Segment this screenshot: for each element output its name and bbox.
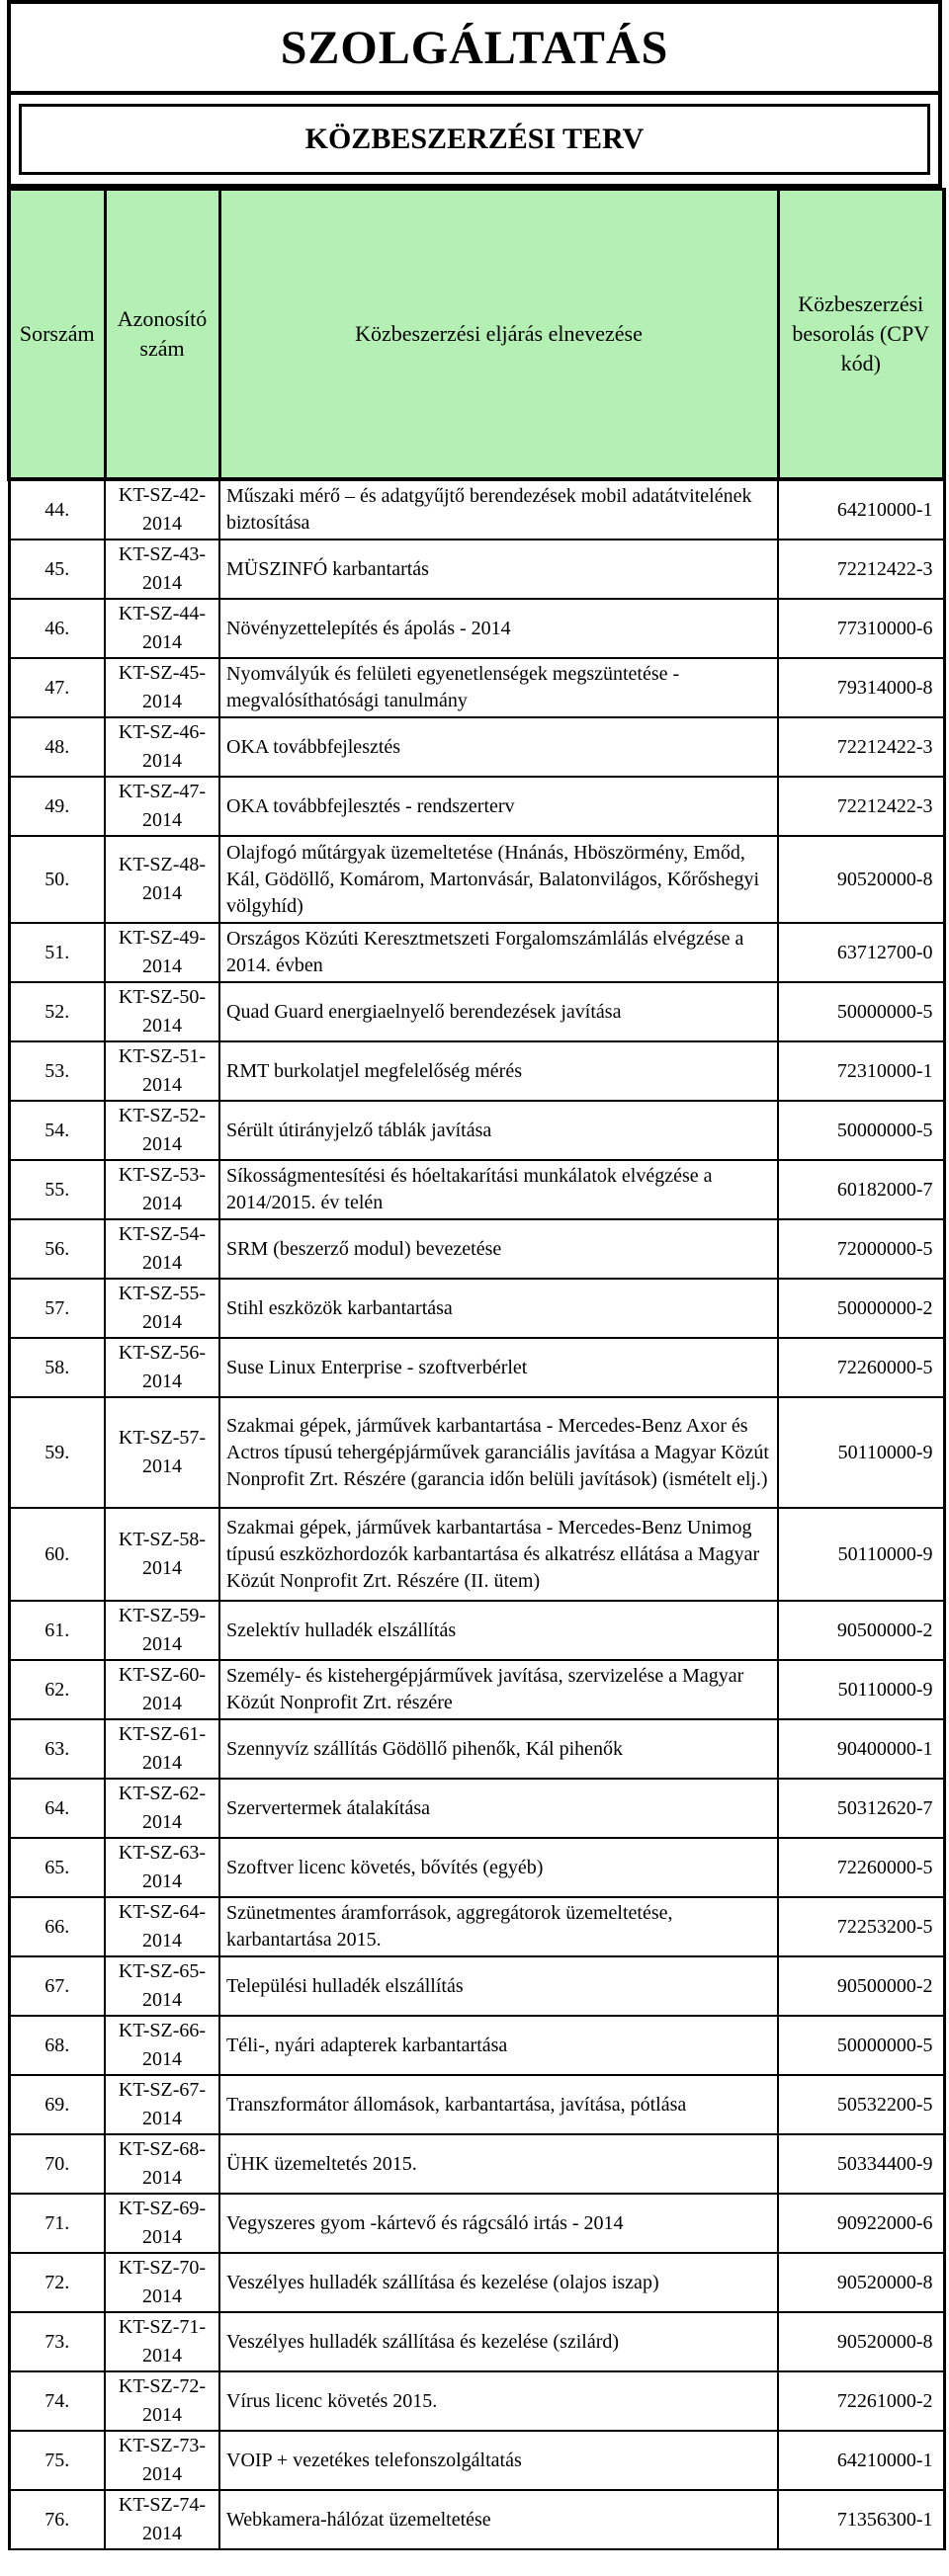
row-cpv-code: 72261000-2: [778, 2371, 944, 2431]
table-row: [9, 2312, 944, 2371]
row-cpv-code: 90922000-6: [778, 2194, 944, 2253]
row-procedure-name: Sérült útirányjelző táblák javítása: [219, 1101, 778, 1160]
table-row: [9, 1838, 944, 1897]
subtitle-box: [7, 91, 942, 188]
row-identifier: KT-SZ-62-2014: [105, 1779, 219, 1838]
column-header-besorolas: Közbeszerzési besorolás (CPV kód): [778, 190, 944, 480]
row-procedure-name: SRM (beszerző modul) bevezetése: [219, 1219, 778, 1279]
row-procedure-name: Téli-, nyári adapterek karbantartása: [219, 2016, 778, 2075]
table-row: [9, 599, 944, 658]
row-cpv-code: 50000000-5: [778, 2016, 944, 2075]
row-number: 71.: [9, 2194, 105, 2253]
row-procedure-name: Műszaki mérő – és adatgyűjtő berendezések mobil adatátvitelének biztosítása: [219, 479, 778, 540]
row-cpv-code: 50334400-9: [778, 2134, 944, 2194]
table-row: [9, 2016, 944, 2075]
row-number: 63.: [9, 1719, 105, 1779]
row-cpv-code: 50000000-2: [778, 1279, 944, 1338]
row-number: 72.: [9, 2253, 105, 2312]
row-number: 70.: [9, 2134, 105, 2194]
table-row: [9, 2371, 944, 2431]
row-procedure-name: OKA továbbfejlesztés - rendszerterv: [219, 777, 778, 836]
table-row: [9, 1397, 944, 1508]
row-identifier: KT-SZ-58-2014: [105, 1508, 219, 1601]
row-cpv-code: 72253200-5: [778, 1897, 944, 1956]
row-number: 46.: [9, 599, 105, 658]
row-identifier: KT-SZ-69-2014: [105, 2194, 219, 2253]
row-procedure-name: Olajfogó műtárgyak üzemeltetése (Hnánás, Hböszörmény, Emőd, Kál, Gödöllő, Komárom, Martonvásár, Balatonvilágos, Kőrőshegyi völgyhíd): [219, 836, 778, 923]
row-identifier: KT-SZ-59-2014: [105, 1601, 219, 1660]
table-row: [9, 2253, 944, 2312]
row-identifier: KT-SZ-45-2014: [105, 658, 219, 717]
row-number: 54.: [9, 1101, 105, 1160]
row-procedure-name: Transzformátor állomások, karbantartása, javítása, pótlása: [219, 2075, 778, 2134]
row-cpv-code: 77310000-6: [778, 599, 944, 658]
row-number: 45.: [9, 540, 105, 599]
table-row: [9, 1897, 944, 1956]
row-identifier: KT-SZ-61-2014: [105, 1719, 219, 1779]
row-cpv-code: 90500000-2: [778, 1956, 944, 2016]
row-procedure-name: Veszélyes hulladék szállítása és kezelése (szilárd): [219, 2312, 778, 2371]
row-identifier: KT-SZ-51-2014: [105, 1041, 219, 1101]
table-row: [9, 2490, 944, 2549]
table-header-row: [9, 190, 944, 480]
row-procedure-name: Növényzettelepítés és ápolás - 2014: [219, 599, 778, 658]
row-cpv-code: 72212422-3: [778, 540, 944, 599]
row-cpv-code: 72310000-1: [778, 1041, 944, 1101]
row-identifier: KT-SZ-67-2014: [105, 2075, 219, 2134]
row-procedure-name: Szoftver licenc követés, bővítés (egyéb): [219, 1838, 778, 1897]
row-number: 64.: [9, 1779, 105, 1838]
row-cpv-code: 90400000-1: [778, 1719, 944, 1779]
row-procedure-name: OKA továbbfejlesztés: [219, 717, 778, 777]
table-body: [9, 479, 944, 2549]
row-procedure-name: Suse Linux Enterprise - szoftverbérlet: [219, 1338, 778, 1397]
row-identifier: KT-SZ-53-2014: [105, 1160, 219, 1219]
row-number: 55.: [9, 1160, 105, 1219]
row-procedure-name: Vegyszeres gyom -kártevő és rágcsáló irtás - 2014: [219, 2194, 778, 2253]
row-identifier: KT-SZ-50-2014: [105, 982, 219, 1041]
row-number: 66.: [9, 1897, 105, 1956]
row-cpv-code: 90520000-8: [778, 2253, 944, 2312]
row-identifier: KT-SZ-44-2014: [105, 599, 219, 658]
row-cpv-code: 79314000-8: [778, 658, 944, 717]
row-cpv-code: 50110000-9: [778, 1397, 944, 1508]
row-number: 57.: [9, 1279, 105, 1338]
row-identifier: KT-SZ-56-2014: [105, 1338, 219, 1397]
row-identifier: KT-SZ-63-2014: [105, 1838, 219, 1897]
row-identifier: KT-SZ-46-2014: [105, 717, 219, 777]
row-number: 48.: [9, 717, 105, 777]
row-number: 62.: [9, 1660, 105, 1719]
row-number: 67.: [9, 1956, 105, 2016]
page-subtitle: KÖZBESZERZÉSI TERV: [19, 104, 930, 175]
row-identifier: KT-SZ-72-2014: [105, 2371, 219, 2431]
table-row: [9, 1508, 944, 1601]
row-number: 73.: [9, 2312, 105, 2371]
row-number: 68.: [9, 2016, 105, 2075]
row-identifier: KT-SZ-73-2014: [105, 2431, 219, 2490]
row-cpv-code: 90520000-8: [778, 836, 944, 923]
table-row: [9, 1719, 944, 1779]
row-cpv-code: 72260000-5: [778, 1338, 944, 1397]
row-cpv-code: 90520000-8: [778, 2312, 944, 2371]
table-row: [9, 1338, 944, 1397]
column-header-elnevezes: Közbeszerzési eljárás elnevezése: [219, 190, 778, 480]
row-number: 60.: [9, 1508, 105, 1601]
row-procedure-name: MÜSZINFÓ karbantartás: [219, 540, 778, 599]
row-identifier: KT-SZ-52-2014: [105, 1101, 219, 1160]
row-identifier: KT-SZ-55-2014: [105, 1279, 219, 1338]
table-row: [9, 2431, 944, 2490]
document-page: [7, 0, 942, 2550]
row-cpv-code: 50110000-9: [778, 1660, 944, 1719]
row-number: 53.: [9, 1041, 105, 1101]
row-cpv-code: 64210000-1: [778, 479, 944, 540]
row-cpv-code: 71356300-1: [778, 2490, 944, 2549]
row-identifier: KT-SZ-42-2014: [105, 479, 219, 540]
row-identifier: KT-SZ-66-2014: [105, 2016, 219, 2075]
row-procedure-name: Szakmai gépek, járművek karbantartása - Mercedes-Benz Axor és Actros típusú tehergépjárművek garanciális javítása a Magyar Közút Nonprofit Zrt. Részére (garancia időn belüli javítások) (ismételt elj.): [219, 1397, 778, 1508]
row-procedure-name: RMT burkolatjel megfelelőség mérés: [219, 1041, 778, 1101]
row-number: 75.: [9, 2431, 105, 2490]
row-cpv-code: 63712700-0: [778, 923, 944, 982]
row-cpv-code: 72212422-3: [778, 777, 944, 836]
row-number: 47.: [9, 658, 105, 717]
row-identifier: KT-SZ-74-2014: [105, 2490, 219, 2549]
row-identifier: KT-SZ-48-2014: [105, 836, 219, 923]
table-row: [9, 1160, 944, 1219]
row-procedure-name: Szakmai gépek, járművek karbantartása - Mercedes-Benz Unimog típusú eszközhordozók karbantartása és alkatrész ellátása a Magyar Közút Nonprofit Zrt. Részére (II. ütem): [219, 1508, 778, 1601]
row-procedure-name: Vírus licenc követés 2015.: [219, 2371, 778, 2431]
row-procedure-name: Szünetmentes áramforrások, aggregátorok üzemeltetése, karbantartása 2015.: [219, 1897, 778, 1956]
table-row: [9, 1601, 944, 1660]
table-row: [9, 2194, 944, 2253]
row-procedure-name: Quad Guard energiaelnyelő berendezések javítása: [219, 982, 778, 1041]
table-row: [9, 1041, 944, 1101]
row-cpv-code: 90500000-2: [778, 1601, 944, 1660]
row-number: 69.: [9, 2075, 105, 2134]
row-identifier: KT-SZ-71-2014: [105, 2312, 219, 2371]
table-row: [9, 1779, 944, 1838]
table-row: [9, 479, 944, 540]
table-row: [9, 717, 944, 777]
row-identifier: KT-SZ-49-2014: [105, 923, 219, 982]
row-number: 49.: [9, 777, 105, 836]
table-row: [9, 1956, 944, 2016]
row-identifier: KT-SZ-60-2014: [105, 1660, 219, 1719]
row-procedure-name: Szelektív hulladék elszállítás: [219, 1601, 778, 1660]
row-procedure-name: Nyomvályúk és felületi egyenetlenségek megszüntetése - megvalósíthatósági tanulmány: [219, 658, 778, 717]
row-procedure-name: ÜHK üzemeltetés 2015.: [219, 2134, 778, 2194]
row-number: 61.: [9, 1601, 105, 1660]
procurement-table: [7, 188, 946, 2550]
row-cpv-code: 50000000-5: [778, 982, 944, 1041]
column-header-azonosito: Azonosító szám: [105, 190, 219, 480]
row-procedure-name: Síkosságmentesítési és hóeltakarítási munkálatok elvégzése a 2014/2015. év telén: [219, 1160, 778, 1219]
row-number: 50.: [9, 836, 105, 923]
title-box: [7, 0, 942, 91]
row-cpv-code: 50532200-5: [778, 2075, 944, 2134]
row-identifier: KT-SZ-47-2014: [105, 777, 219, 836]
table-row: [9, 1219, 944, 1279]
row-identifier: KT-SZ-43-2014: [105, 540, 219, 599]
table-row: [9, 1660, 944, 1719]
row-procedure-name: Szennyvíz szállítás Gödöllő pihenők, Kál pihenők: [219, 1719, 778, 1779]
row-procedure-name: Települési hulladék elszállítás: [219, 1956, 778, 2016]
row-identifier: KT-SZ-68-2014: [105, 2134, 219, 2194]
row-procedure-name: Stihl eszközök karbantartása: [219, 1279, 778, 1338]
row-number: 44.: [9, 479, 105, 540]
row-number: 59.: [9, 1397, 105, 1508]
row-cpv-code: 50312620-7: [778, 1779, 944, 1838]
row-identifier: KT-SZ-65-2014: [105, 1956, 219, 2016]
row-cpv-code: 64210000-1: [778, 2431, 944, 2490]
row-procedure-name: Országos Közúti Keresztmetszeti Forgalomszámlálás elvégzése a 2014. évben: [219, 923, 778, 982]
column-header-sorszam: Sorszám: [9, 190, 105, 480]
table-row: [9, 982, 944, 1041]
row-number: 58.: [9, 1338, 105, 1397]
row-identifier: KT-SZ-54-2014: [105, 1219, 219, 1279]
row-identifier: KT-SZ-57-2014: [105, 1397, 219, 1508]
table-row: [9, 1279, 944, 1338]
row-procedure-name: Veszélyes hulladék szállítása és kezelése (olajos iszap): [219, 2253, 778, 2312]
table-row: [9, 658, 944, 717]
table-row: [9, 777, 944, 836]
page-title: SZOLGÁLTATÁS: [280, 21, 669, 74]
row-identifier: KT-SZ-64-2014: [105, 1897, 219, 1956]
row-cpv-code: 50000000-5: [778, 1101, 944, 1160]
row-cpv-code: 50110000-9: [778, 1508, 944, 1601]
row-procedure-name: VOIP + vezetékes telefonszolgáltatás: [219, 2431, 778, 2490]
table-row: [9, 2134, 944, 2194]
row-number: 76.: [9, 2490, 105, 2549]
row-number: 51.: [9, 923, 105, 982]
table-row: [9, 836, 944, 923]
table-row: [9, 1101, 944, 1160]
row-cpv-code: 60182000-7: [778, 1160, 944, 1219]
row-procedure-name: Személy- és kistehergépjárművek javítása, szervizelése a Magyar Közút Nonprofit Zrt. részére: [219, 1660, 778, 1719]
table-row: [9, 2075, 944, 2134]
row-procedure-name: Szervertermek átalakítása: [219, 1779, 778, 1838]
row-number: 52.: [9, 982, 105, 1041]
row-procedure-name: Webkamera-hálózat üzemeltetése: [219, 2490, 778, 2549]
row-number: 56.: [9, 1219, 105, 1279]
table-row: [9, 540, 944, 599]
row-identifier: KT-SZ-70-2014: [105, 2253, 219, 2312]
row-number: 65.: [9, 1838, 105, 1897]
row-cpv-code: 72260000-5: [778, 1838, 944, 1897]
row-cpv-code: 72212422-3: [778, 717, 944, 777]
table-row: [9, 923, 944, 982]
row-number: 74.: [9, 2371, 105, 2431]
row-cpv-code: 72000000-5: [778, 1219, 944, 1279]
